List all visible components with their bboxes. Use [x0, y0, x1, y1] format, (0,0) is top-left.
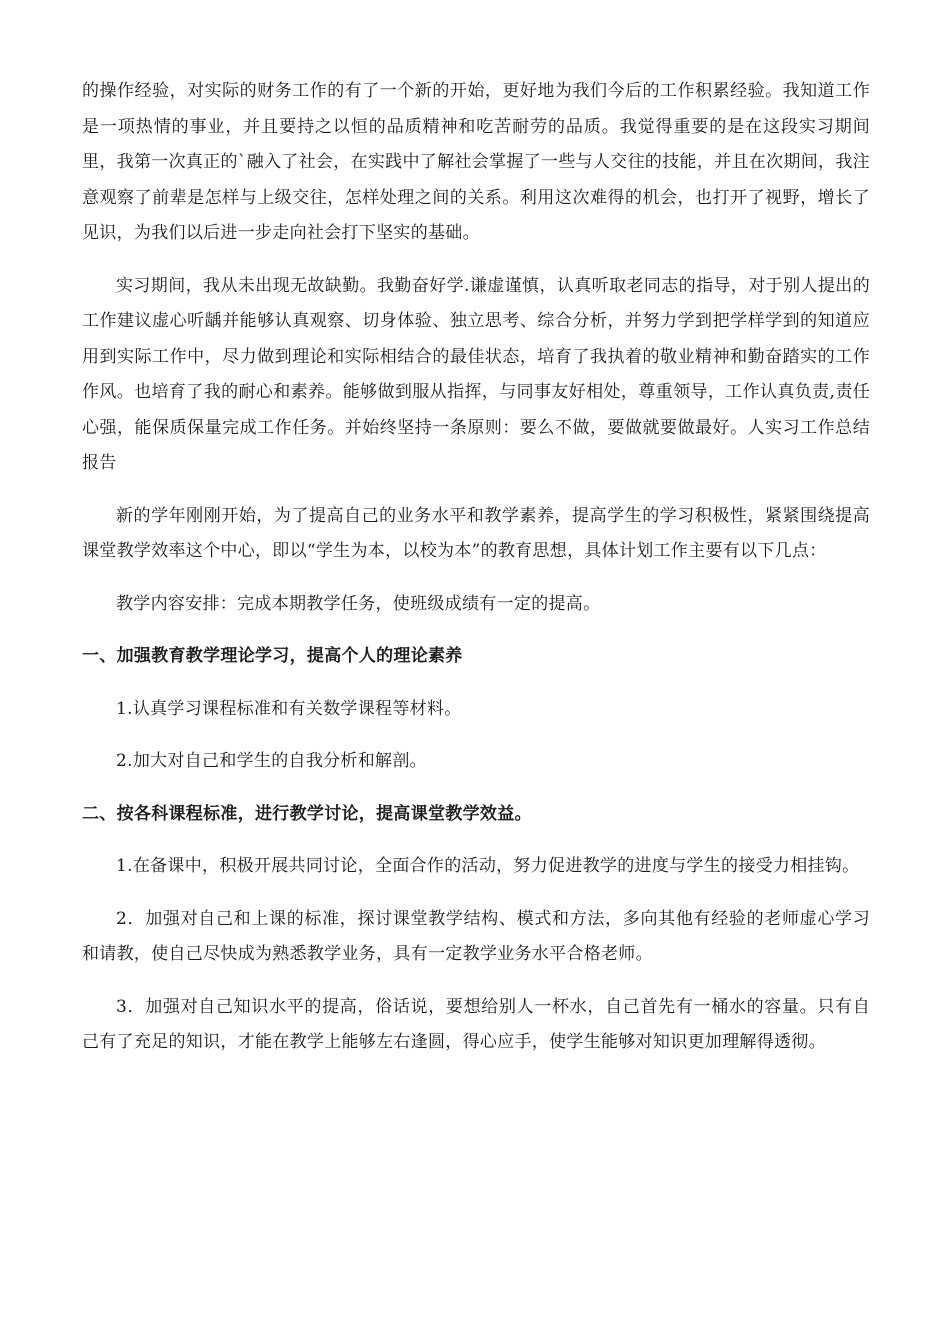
paragraph-teaching-content: 教学内容安排：完成本期教学任务，使班级成绩有一定的提高。	[116, 593, 601, 614]
list-item-2-2: 2．加强对自己和上课的标准，探讨课堂教学结构、模式和方法，多向其他有经验的老师虚心学习和请教，使自己尽快成为熟悉教学业务，具有一定教学业务水平合格老师。	[82, 908, 870, 964]
document-body	[82, 74, 870, 1078]
section-heading-1: 一、加强教育教学理论学习，提高个人的理论素养	[82, 646, 463, 666]
section-heading-2: 二、按各科课程标准，进行教学讨论，提高课堂教学效益。	[82, 803, 532, 824]
list-item-2-3: 3．加强对自己知识水平的提高，俗话说，要想给别人一杯水，自己首先有一桶水的容量。只有自己有了充足的知识，才能在教学上能够左右逢圆，得心应手，使学生能够对知识更加理解得透彻。	[82, 996, 870, 1052]
list-item-2-1: 1.在备课中，积极开展共同讨论，全面合作的活动，努力促进教学的进度与学生的接受力相挂钩。	[116, 856, 860, 876]
paragraph-intro: 的操作经验，对实际的财务工作的有了一个新的开始，更好地为我们今后的工作积累经验。我知道工作是一项热情的事业，并且要持之以恒的品质精神和吃苦耐劳的品质。我觉得重要的是在这段实习期间里，我第一次真正的`融入了社会，在实践中了解社会掌握了一些与人交往的技能，并且在次期间，我注意观察了前辈是怎样与上级交往，怎样处理之间的关系。利用这次难得的机会，也打开了视野，增长了见识，为我们以后进一步走向社会打下坚实的基础。	[82, 81, 870, 243]
paragraph-internship: 实习期间，我从未出现无故缺勤。我勤奋好学.谦虚谨慎，认真听取老同志的指导，对于别人提出的工作建议虚心听龋并能够认真观察、切身体验、独立思考、综合分析，并努力学到把学样学到的知道应用到实际工作中，尽力做到理论和实际相结合的最佳状态，培育了我执着的敬业精神和勤奋踏实的工作作风。也培育了我的耐心和素养。能够做到服从指挥，与同事友好相处，尊重领导，工作认真负责,责任心强，能保质保量完成工作任务。并始终坚持一条原则：要么不做，要做就要做最好。人实习工作总结报告	[82, 275, 870, 473]
paragraph-new-semester: 新的学年刚刚开始，为了提高自己的业务水平和教学素养，提高学生的学习积极性，紧紧围绕提高课堂教学效率这个中心，即以“学生为本，以校为本”的教育思想，具体计划工作主要有以下几点：	[82, 505, 870, 561]
list-item-1-1: 1.认真学习课程标准和有关数学课程等材料。	[116, 698, 462, 719]
list-item-1-2: 2.加大对自己和学生的自我分析和解剖。	[116, 751, 427, 771]
